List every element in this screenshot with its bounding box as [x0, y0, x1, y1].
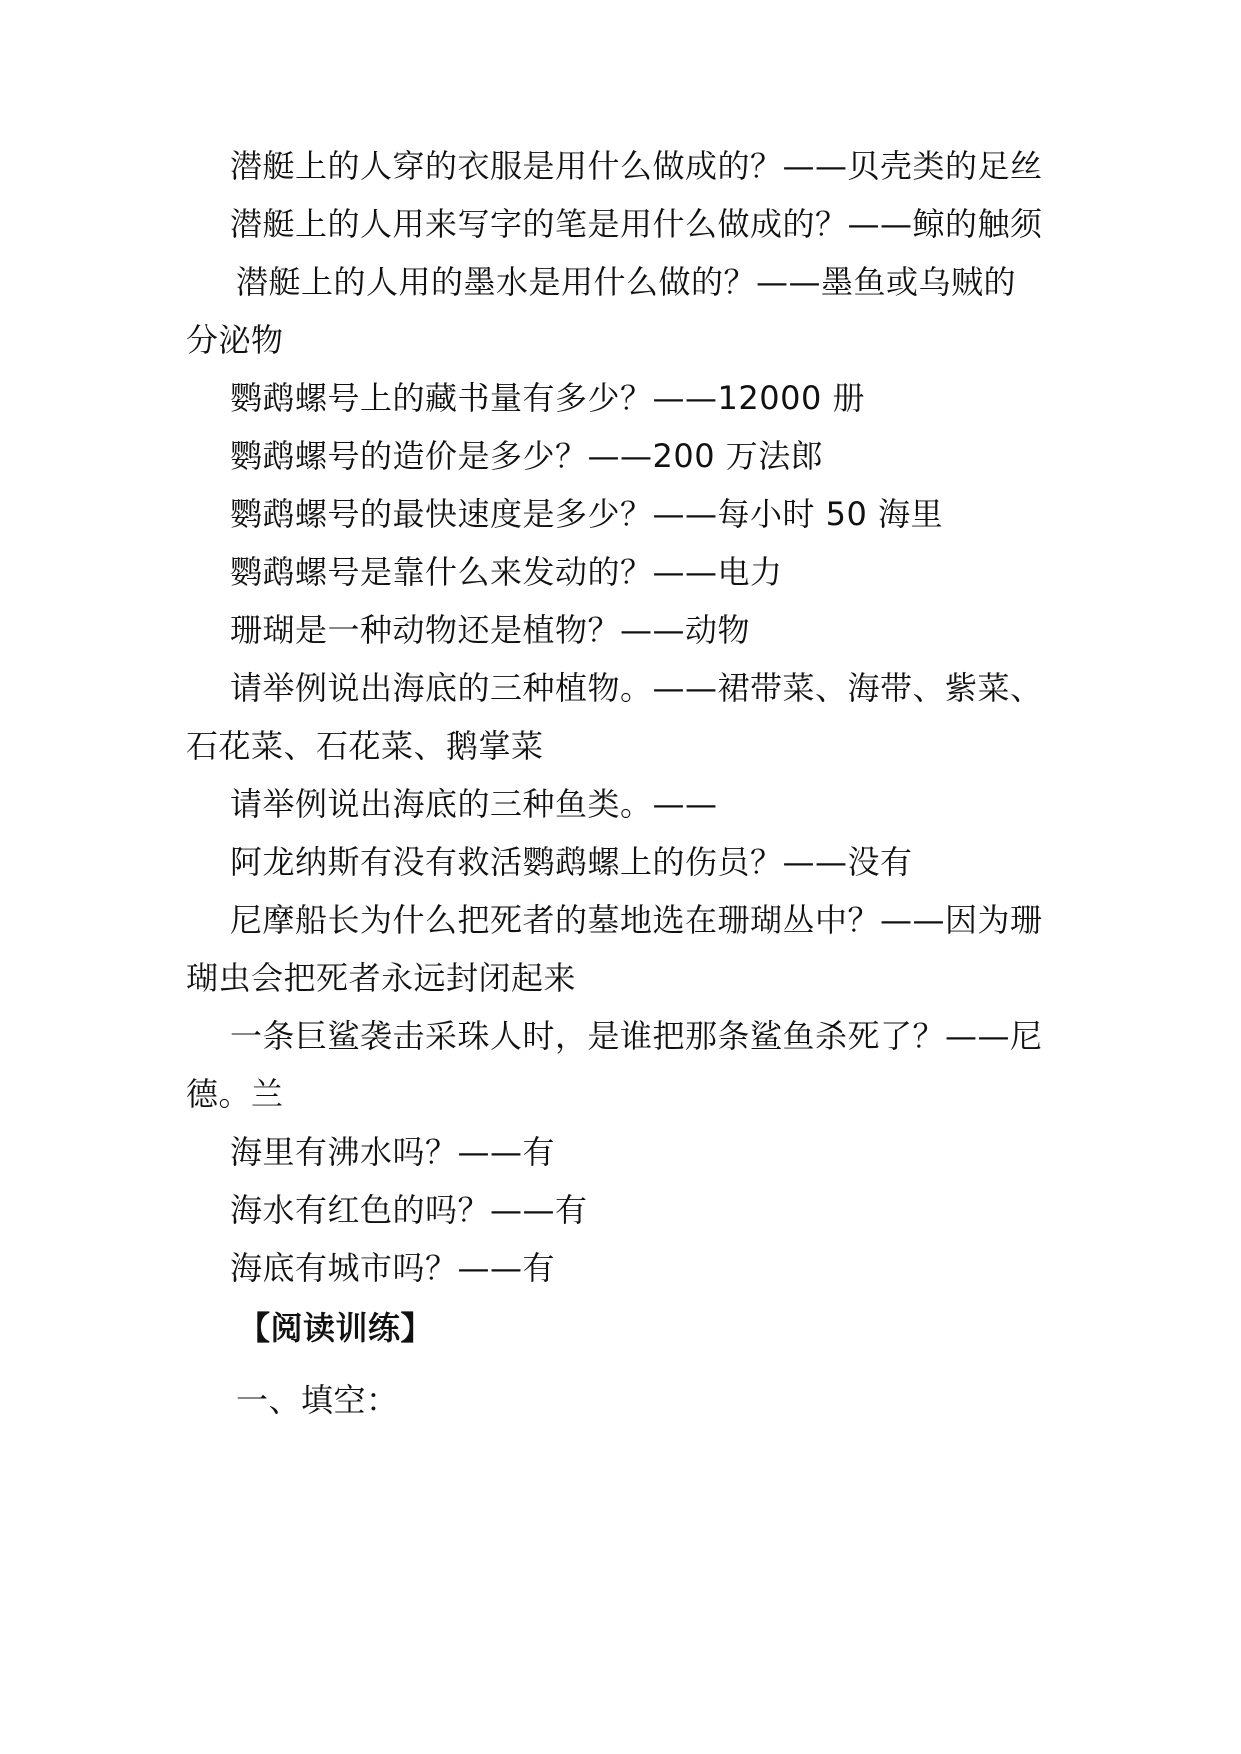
subheading: 一、填空： — [236, 1381, 399, 1419]
text-line: 德。兰 — [186, 1075, 284, 1113]
text-line: 请举例说出海底的三种植物。——裙带菜、海带、紫菜、 — [230, 669, 1043, 707]
text-line: 鹦鹉螺号上的藏书量有多少？——12000 册 — [230, 379, 865, 417]
text-line: 请举例说出海底的三种鱼类。—— — [230, 785, 718, 823]
text-line: 尼摩船长为什么把死者的墓地选在珊瑚丛中？——因为珊 — [230, 901, 1043, 939]
text-line: 分泌物 — [186, 321, 284, 359]
text-line: 海底有城市吗？——有 — [230, 1249, 556, 1287]
text-line: 一条巨鲨袭击采珠人时，是谁把那条鲨鱼杀死了？——尼 — [230, 1017, 1043, 1055]
text-line: 海水有红色的吗？——有 — [230, 1191, 588, 1229]
text-line: 海里有沸水吗？——有 — [230, 1133, 556, 1171]
text-line: 潜艇上的人用的墨水是用什么做的？——墨鱼或乌贼的 — [236, 263, 1017, 301]
section-heading: 【阅读训练】 — [238, 1309, 434, 1347]
text-line: 石花菜、石花菜、鹅掌菜 — [186, 727, 544, 765]
text-line: 鹦鹉螺号是靠什么来发动的？——电力 — [230, 553, 783, 591]
text-line: 潜艇上的人穿的衣服是用什么做成的？——贝壳类的足丝 — [230, 147, 1043, 185]
text-line: 瑚虫会把死者永远封闭起来 — [186, 959, 577, 997]
text-line: 珊瑚是一种动物还是植物？——动物 — [230, 611, 751, 649]
text-line: 潜艇上的人用来写字的笔是用什么做成的？——鲸的触须 — [230, 205, 1043, 243]
text-line: 鹦鹉螺号的最快速度是多少？——每小时 50 海里 — [230, 495, 944, 533]
text-line: 阿龙纳斯有没有救活鹦鹉螺上的伤员？——没有 — [230, 843, 913, 881]
text-line: 鹦鹉螺号的造价是多少？——200 万法郎 — [230, 437, 824, 475]
